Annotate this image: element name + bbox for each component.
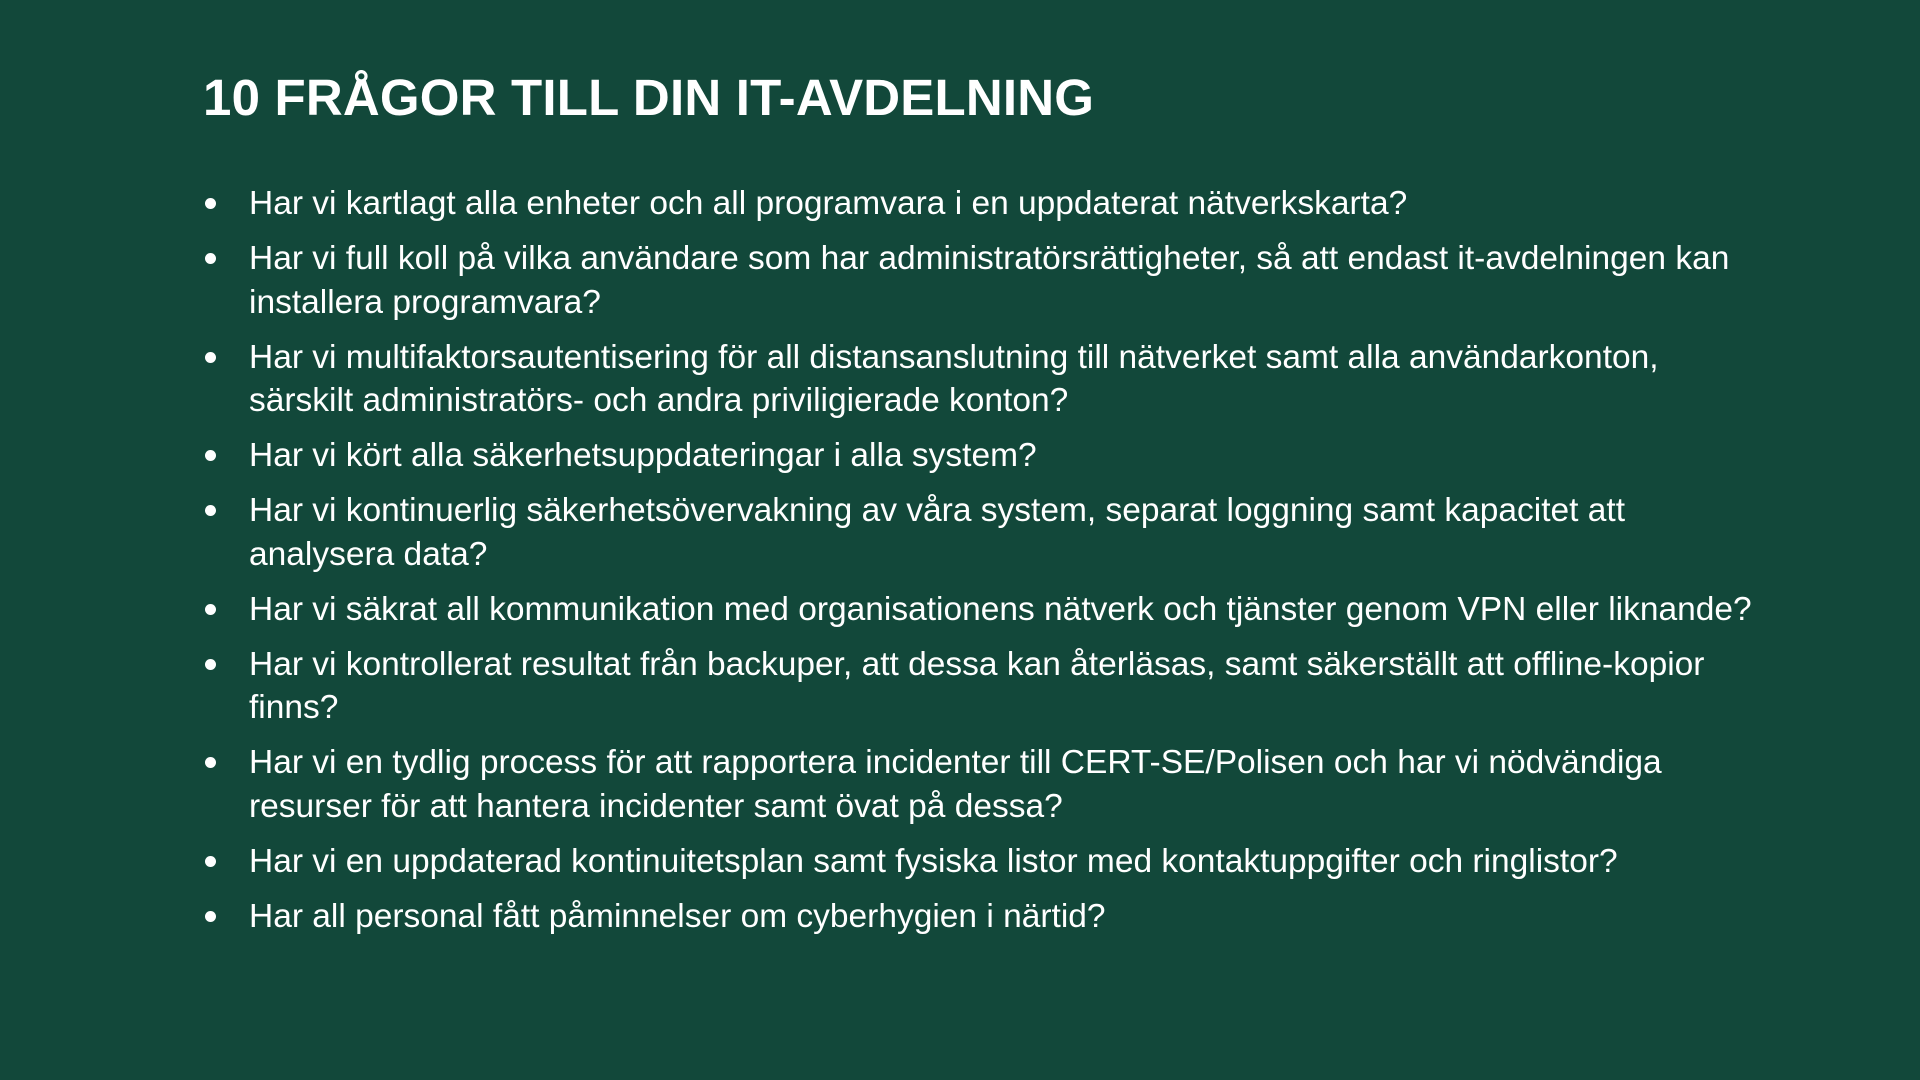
bullet-icon <box>205 253 216 264</box>
question-text: Har vi en uppdaterad kontinuitetsplan samt fysiska listor med kontaktuppgifter och ringlistor? <box>249 842 1618 880</box>
bullet-icon <box>205 757 216 768</box>
question-text: Har vi kört alla säkerhetsuppdateringar i alla system? <box>249 437 1037 474</box>
bullet-icon <box>205 198 216 209</box>
list-item <box>203 489 1770 576</box>
bullet-icon <box>205 505 216 516</box>
bullet-icon <box>205 659 216 670</box>
list-item <box>203 434 1770 478</box>
question-text: Har vi multifaktorsautentisering för all distansanslutning till nätverket samt alla användarkonton, särskilt administratörs- och andra priviligierade konton? <box>249 338 1659 419</box>
bullet-icon <box>205 856 216 867</box>
list-item <box>203 643 1770 730</box>
list-item <box>203 336 1770 423</box>
question-text: Har all personal fått påminnelser om cyberhygien i närtid? <box>249 897 1106 935</box>
slide-title: 10 FRÅGOR TILL DIN IT-AVDELNING <box>203 69 1095 126</box>
list-item <box>203 182 1770 226</box>
question-text: Har vi kontinuerlig säkerhetsövervakning av våra system, separat loggning samt kapacitet att analysera data? <box>249 492 1626 573</box>
list-item <box>203 741 1770 828</box>
question-list <box>203 182 1770 938</box>
question-text: Har vi full koll på vilka användare som har administratörsrättigheter, så att endast it-avdelningen kan installera programvara? <box>249 240 1730 321</box>
bullet-icon <box>205 450 216 461</box>
list-item <box>203 895 1770 939</box>
bullet-icon <box>205 352 216 363</box>
bullet-icon <box>205 911 216 922</box>
question-text: Har vi kontrollerat resultat från backuper, att dessa kan återläsas, samt säkerställt att offline-kopior finns? <box>249 645 1705 726</box>
list-item <box>203 588 1770 632</box>
question-text: Har vi kartlagt alla enheter och all programvara i en uppdaterat nätverkskarta? <box>249 185 1408 222</box>
list-item <box>203 237 1770 324</box>
bullet-icon <box>205 604 216 615</box>
list-item <box>203 840 1770 884</box>
question-text: Har vi en tydlig process för att rapportera incidenter till CERT-SE/Polisen och har vi nödvändiga resurser för att hantera incidenter samt övat på dessa? <box>249 744 1662 825</box>
question-text: Har vi säkrat all kommunikation med organisationens nätverk och tjänster genom VPN eller liknande? <box>249 590 1752 628</box>
